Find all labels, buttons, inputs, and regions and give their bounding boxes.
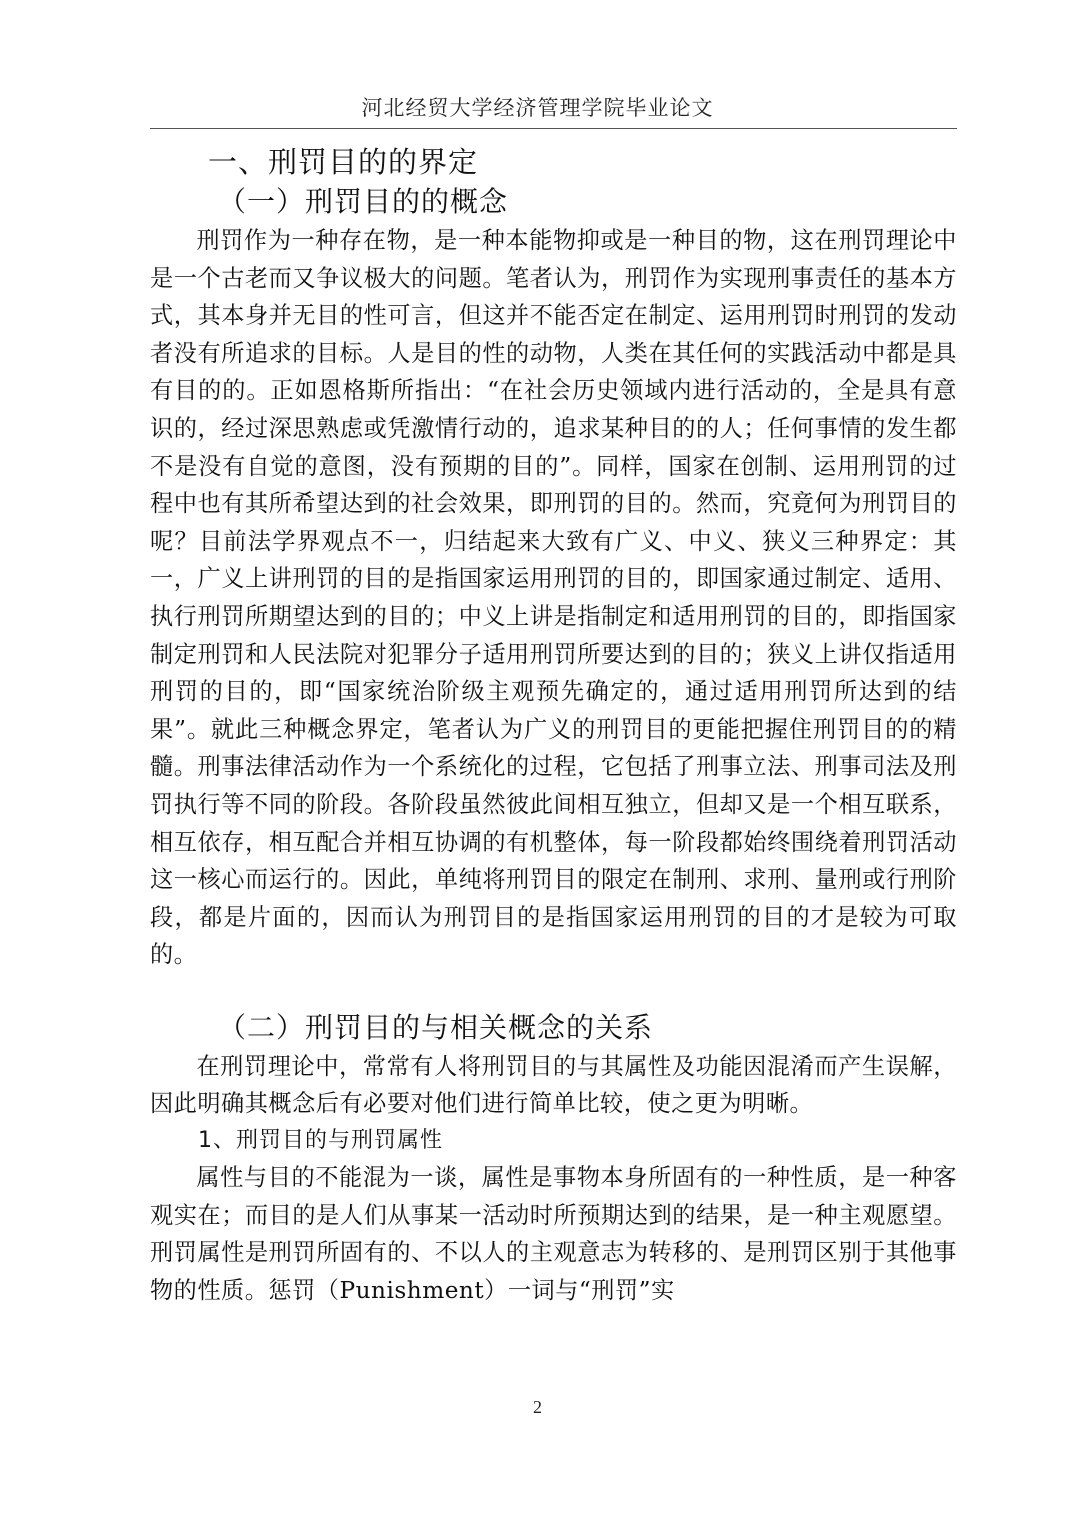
document-body: [150, 142, 957, 1309]
section-heading: 一、刑罚目的的界定: [208, 145, 479, 179]
concept-paragraph: 刑罚作为一种存在物，是一种本能物抑或是一种目的物，这在刑罚理论中是一个古老而又争议极大的问题。笔者认为，刑罚作为实现刑事责任的基本方式，其本身并无目的性可言，但这并不能否定在制定、运用刑罚时刑罚的发动者没有所追求的目标。人是目的性的动物，人类在其任何的实践活动中都是具有目的的。正如恩格斯所指出：“在社会历史领域内进行活动的，全是具有意识的，经过深思熟虑或凭激情行动的，追求某种目的的人；任何事情的发生都不是没有自觉的意图，没有预期的目的”。同样，国家在创制、运用刑罚的过程中也有其所希望达到的社会效果，即刑罚的目的。然而，究竟何为刑罚目的呢？目前法学界观点不一，归结起来大致有广义、中义、狭义三种界定：其一，广义上讲刑罚的目的是指国家运用刑罚的目的，即国家通过制定、适用、执行刑罚所期望达到的目的；中义上讲是指制定和适用刑罚的目的，即指国家制定刑罚和人民法院对犯罪分子适用刑罚所要达到的目的；狭义上讲仅指适用刑罚的目的，即“国家统治阶级主观预先确定的，通过适用刑罚所达到的结果”。就此三种概念界定，笔者认为广义的刑罚目的更能把握住刑罚目的的精髓。刑事法律活动作为一个系统化的过程，它包括了刑事立法、刑事司法及刑罚执行等不同的阶段。各阶段虽然彼此间相互独立，但却又是一个相互联系，相互依存，相互配合并相互协调的有机整体，每一阶段都始终围绕着刑罚活动这一核心而运行的。因此，单纯将刑罚目的限定在制刑、求刑、量刑或行刑阶段，都是片面的，因而认为刑罚目的是指国家运用刑罚的目的才是较为可取的。: [150, 227, 957, 969]
relations-paragraph: 在刑罚理论中，常常有人将刑罚目的与其属性及功能因混淆而产生误解，因此明确其概念后有必要对他们进行简单比较，使之更为明晰。: [150, 1052, 957, 1118]
page-number: 2: [533, 1397, 542, 1417]
item-heading-attributes: 1、刑罚目的与刑罚属性: [198, 1128, 443, 1154]
page-header: 河北经贸大学经济管理学院毕业论文: [361, 96, 714, 120]
subsection-heading-concept: （一）刑罚目的的概念: [218, 185, 509, 218]
subsection-heading-relations: （二）刑罚目的与相关概念的关系: [218, 1010, 654, 1044]
attributes-paragraph: 属性与目的不能混为一谈，属性是事物本身所固有的一种性质，是一种客观实在；而目的是人们从事某一活动时所预期达到的结果，是一种主观愿望。刑罚属性是刑罚所固有的、不以人的主观意志为转移的、是刑罚区别于其他事物的性质。惩罚（Punishment）一词与“刑罚”实: [150, 1164, 957, 1304]
header-divider: [150, 128, 957, 129]
